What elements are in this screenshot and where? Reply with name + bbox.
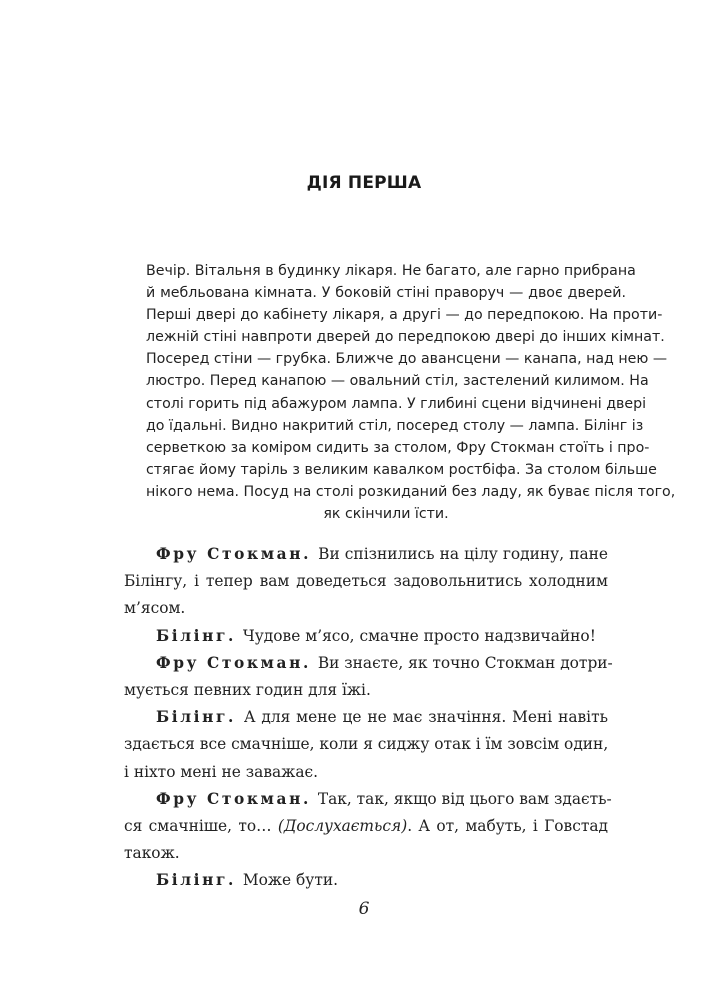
speech-biling-2 — [124, 704, 608, 786]
speaker-name: Білінг. — [156, 708, 236, 727]
stage-direction-line: до їдальні. Видно накритий стіл, посеред столу — лампа. Білінг із — [146, 417, 644, 434]
stage-direction-line: стягає йому таріль з великим кавалком ростбіфа. За столом більше — [146, 461, 657, 478]
speech-text: Так, так, якщо від цього вам здаєть- — [317, 789, 612, 808]
speech-line: Білінгу, і тепер вам доведеться задовольнитись холодним — [124, 572, 608, 591]
stage-direction-line: й мебльована кімната. У боковій стіні праворуч — двоє дверей. — [146, 285, 626, 302]
speech-line — [124, 867, 608, 894]
speech-line — [124, 650, 613, 677]
stage-direction-line: серветкою за коміром сидить за столом, Фру Стокман стоїть і про- — [146, 439, 650, 456]
dialogue — [124, 541, 613, 895]
speech-fru-stokman-3 — [124, 786, 612, 868]
speech-line — [124, 704, 608, 731]
speaker-name: Фру Стокман. — [156, 653, 311, 672]
stage-direction — [146, 260, 676, 525]
speech-text: Ви спізнились на цілу годину, пане — [318, 545, 608, 563]
speech-line: і ніхто мені не заважає. — [124, 762, 319, 781]
speech-biling-3 — [124, 867, 608, 894]
page-number: 6 — [358, 899, 370, 919]
speech-biling-1 — [124, 623, 608, 650]
speaker-name: Фру Стокман. — [156, 545, 312, 563]
inline-stage-direction: (Дослухається) — [277, 817, 408, 836]
speech-line: м’ясом. — [124, 599, 186, 618]
speech-line — [124, 813, 608, 840]
speaker-name: Білінг. — [156, 871, 236, 890]
speech-text: А для мене це не має значіння. Мені навіть — [243, 708, 608, 727]
stage-direction-line: люстро. Перед канапою — овальний стіл, застелений килимом. На — [146, 373, 649, 390]
speech-fru-stokman-1 — [124, 541, 608, 623]
stage-direction-line: Посеред стіни — грубка. Ближче до авансцени — канапа, над нею — — [146, 351, 668, 368]
act-title: ДІЯ ПЕРША — [306, 173, 422, 193]
speaker-name: Білінг. — [156, 626, 236, 645]
stage-direction-line: Вечір. Вітальня в будинку лікаря. Не багато, але гарно прибрана — [146, 263, 636, 279]
speech-line — [124, 786, 612, 813]
speech-text: Чудове м’ясо, смачне просто надзвичайно! — [242, 626, 596, 645]
speech-line — [124, 541, 608, 568]
speech-line: мується певних годин для їжі. — [124, 681, 371, 700]
speech-line — [124, 623, 608, 650]
stage-direction-line: Перші двері до кабінету лікаря, а другі — до передпокою. На проти- — [146, 307, 663, 324]
speech-line: здається все смачніше, коли я сиджу отак і їм зовсім один, — [124, 735, 609, 754]
stage-direction-line: столі горить під абажуром лампа. У глибині сцени відчинені двері — [146, 395, 647, 412]
speech-text: ся смачніше, то… — [124, 817, 278, 836]
stage-direction-line: лежній стіні навпроти дверей до передпокою двері до інших кімнат. — [146, 329, 665, 346]
speech-text: Може бути. — [242, 871, 339, 890]
speech-line: також. — [124, 844, 180, 863]
stage-direction-line: нікого нема. Посуд на столі розкиданий без ладу, як буває після того, — [146, 483, 676, 500]
speech-text: . А от, мабуть, і Говстад — [407, 817, 608, 836]
speech-text: Ви знаєте, як точно Стокман дотри- — [317, 653, 613, 672]
speaker-name: Фру Стокман. — [156, 789, 311, 808]
speech-fru-stokman-2 — [124, 650, 613, 704]
stage-direction-line: як скінчили їсти. — [323, 506, 449, 523]
